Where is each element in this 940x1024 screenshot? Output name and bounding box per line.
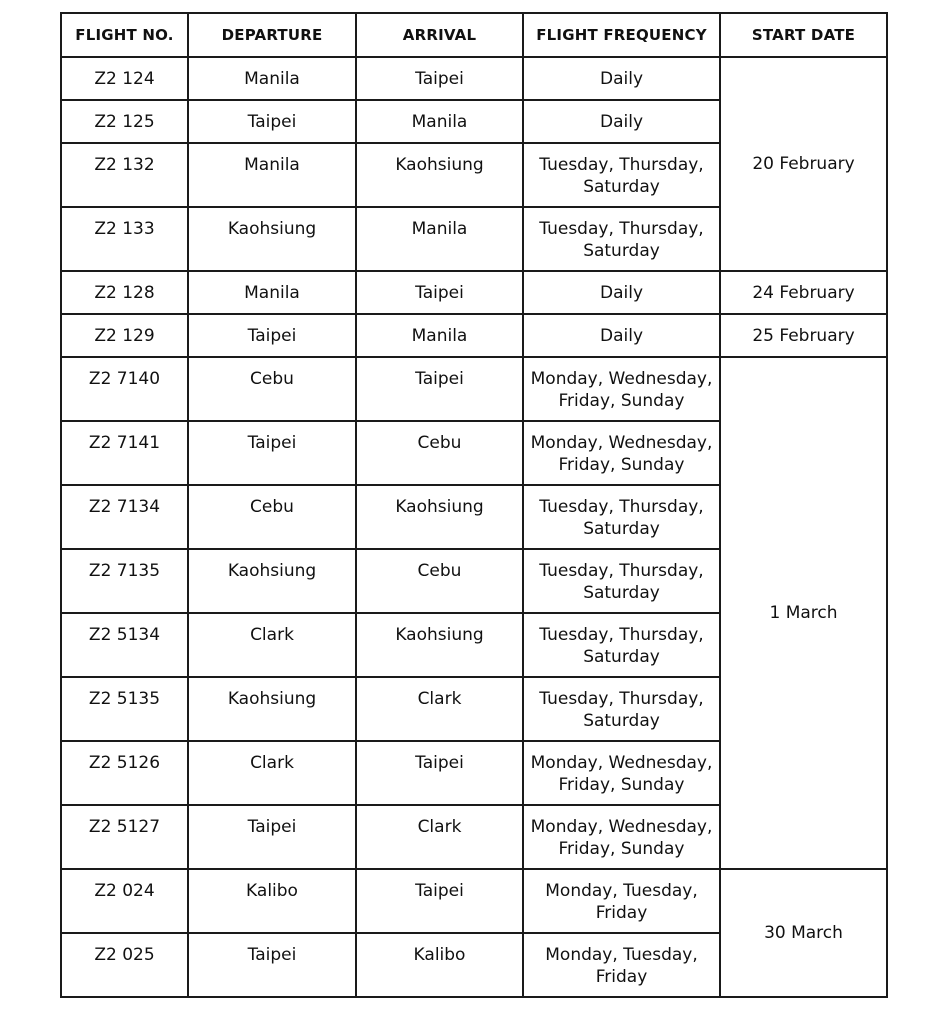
start-date-cell: 25 February bbox=[720, 314, 887, 357]
flight-no-cell: Z2 7134 bbox=[61, 485, 188, 549]
departure-cell: Kaohsiung bbox=[188, 677, 356, 741]
departure-cell: Taipei bbox=[188, 314, 356, 357]
arrival-cell: Kaohsiung bbox=[356, 613, 523, 677]
frequency-cell: Monday, Wednesday, Friday, Sunday bbox=[523, 421, 720, 485]
flight-no-cell: Z2 5126 bbox=[61, 741, 188, 805]
arrival-cell: Taipei bbox=[356, 57, 523, 100]
frequency-cell: Daily bbox=[523, 314, 720, 357]
frequency-cell: Monday, Tuesday, Friday bbox=[523, 933, 720, 997]
arrival-cell: Taipei bbox=[356, 741, 523, 805]
arrival-cell: Clark bbox=[356, 677, 523, 741]
frequency-cell: Monday, Tuesday, Friday bbox=[523, 869, 720, 933]
table-row bbox=[61, 357, 887, 421]
frequency-cell: Daily bbox=[523, 57, 720, 100]
flight-no-cell: Z2 7140 bbox=[61, 357, 188, 421]
frequency-cell: Tuesday, Thursday, Saturday bbox=[523, 613, 720, 677]
arrival-cell: Cebu bbox=[356, 421, 523, 485]
frequency-cell: Monday, Wednesday, Friday, Sunday bbox=[523, 805, 720, 869]
arrival-cell: Clark bbox=[356, 805, 523, 869]
departure-cell: Manila bbox=[188, 143, 356, 207]
flight-no-cell: Z2 5135 bbox=[61, 677, 188, 741]
flight-no-cell: Z2 133 bbox=[61, 207, 188, 271]
frequency-cell: Tuesday, Thursday, Saturday bbox=[523, 485, 720, 549]
frequency-cell: Daily bbox=[523, 100, 720, 143]
departure-cell: Taipei bbox=[188, 933, 356, 997]
start-date-cell: 1 March bbox=[720, 357, 887, 869]
header-row bbox=[61, 13, 887, 57]
arrival-cell: Taipei bbox=[356, 869, 523, 933]
header-arrival: ARRIVAL bbox=[356, 13, 523, 57]
header-flight-no: FLIGHT NO. bbox=[61, 13, 188, 57]
departure-cell: Cebu bbox=[188, 485, 356, 549]
flight-no-cell: Z2 5127 bbox=[61, 805, 188, 869]
arrival-cell: Taipei bbox=[356, 357, 523, 421]
header-start-date: START DATE bbox=[720, 13, 887, 57]
flight-no-cell: Z2 7141 bbox=[61, 421, 188, 485]
arrival-cell: Kaohsiung bbox=[356, 485, 523, 549]
flight-schedule-table bbox=[60, 12, 888, 998]
flight-no-cell: Z2 024 bbox=[61, 869, 188, 933]
flight-schedule-container bbox=[60, 12, 888, 998]
flight-no-cell: Z2 128 bbox=[61, 271, 188, 314]
departure-cell: Kalibo bbox=[188, 869, 356, 933]
departure-cell: Taipei bbox=[188, 805, 356, 869]
arrival-cell: Taipei bbox=[356, 271, 523, 314]
flight-no-cell: Z2 7135 bbox=[61, 549, 188, 613]
frequency-cell: Monday, Wednesday, Friday, Sunday bbox=[523, 357, 720, 421]
start-date-cell: 20 February bbox=[720, 57, 887, 271]
frequency-cell: Tuesday, Thursday, Saturday bbox=[523, 549, 720, 613]
departure-cell: Manila bbox=[188, 57, 356, 100]
flight-no-cell: Z2 125 bbox=[61, 100, 188, 143]
flight-no-cell: Z2 124 bbox=[61, 57, 188, 100]
departure-cell: Cebu bbox=[188, 357, 356, 421]
table-row bbox=[61, 57, 887, 100]
frequency-cell: Daily bbox=[523, 271, 720, 314]
header-frequency: FLIGHT FREQUENCY bbox=[523, 13, 720, 57]
departure-cell: Kaohsiung bbox=[188, 207, 356, 271]
arrival-cell: Manila bbox=[356, 100, 523, 143]
departure-cell: Taipei bbox=[188, 421, 356, 485]
table-row bbox=[61, 869, 887, 933]
departure-cell: Taipei bbox=[188, 100, 356, 143]
header-departure: DEPARTURE bbox=[188, 13, 356, 57]
flight-no-cell: Z2 5134 bbox=[61, 613, 188, 677]
flight-no-cell: Z2 025 bbox=[61, 933, 188, 997]
departure-cell: Clark bbox=[188, 613, 356, 677]
arrival-cell: Manila bbox=[356, 314, 523, 357]
arrival-cell: Kalibo bbox=[356, 933, 523, 997]
arrival-cell: Kaohsiung bbox=[356, 143, 523, 207]
frequency-cell: Monday, Wednesday, Friday, Sunday bbox=[523, 741, 720, 805]
flight-no-cell: Z2 129 bbox=[61, 314, 188, 357]
frequency-cell: Tuesday, Thursday, Saturday bbox=[523, 143, 720, 207]
departure-cell: Kaohsiung bbox=[188, 549, 356, 613]
start-date-cell: 30 March bbox=[720, 869, 887, 997]
start-date-cell: 24 February bbox=[720, 271, 887, 314]
frequency-cell: Tuesday, Thursday, Saturday bbox=[523, 677, 720, 741]
table-row bbox=[61, 314, 887, 357]
flight-no-cell: Z2 132 bbox=[61, 143, 188, 207]
table-row bbox=[61, 271, 887, 314]
arrival-cell: Manila bbox=[356, 207, 523, 271]
departure-cell: Manila bbox=[188, 271, 356, 314]
frequency-cell: Tuesday, Thursday, Saturday bbox=[523, 207, 720, 271]
arrival-cell: Cebu bbox=[356, 549, 523, 613]
departure-cell: Clark bbox=[188, 741, 356, 805]
